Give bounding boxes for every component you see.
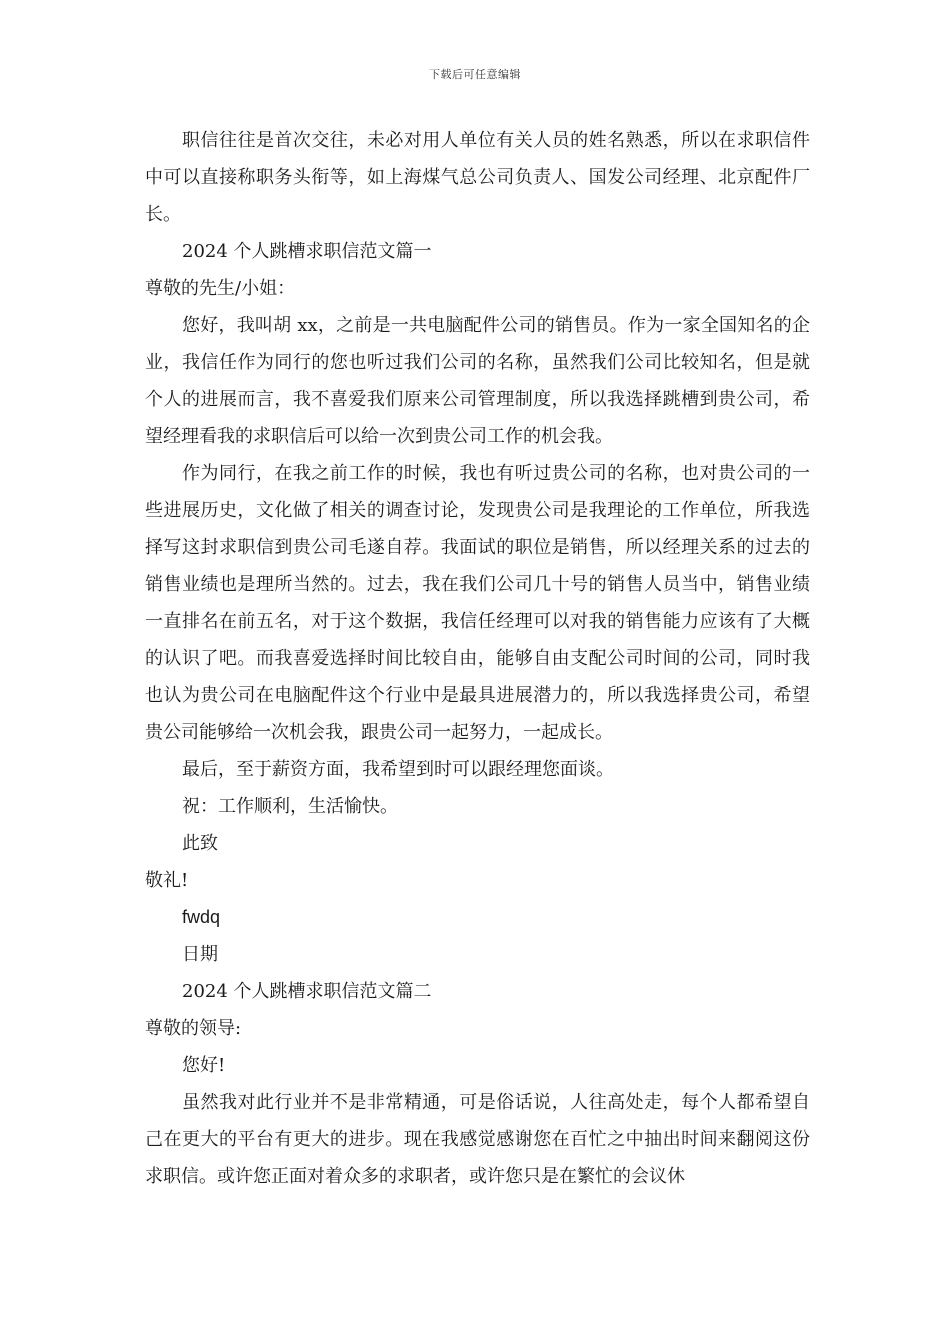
salutation-1: 尊敬的先生/小姐： (145, 278, 296, 299)
paragraph-intro: 职信往往是首次交往，未必对用人单位有关人员的姓名熟悉，所以在求职信件中可以直接称职务头衔等，如上海煤气总公司负责人、国发公司经理、北京配件厂长。 (145, 130, 810, 225)
page-header: 下载后可任意编辑 (429, 68, 521, 81)
paragraph-wishes: 祝：工作顺利，生活愉快。 (182, 796, 398, 817)
date-line: 日期 (182, 944, 218, 965)
paragraph-experience: 作为同行，在我之前工作的时候，我也有听过贵公司的名称，也对贵公司的一些进展历史，文化做了相关的调查讨论，发现贵公司是我理论的工作单位，所我选择写这封求职信到贵公司毛遂自荐。我面试的职位是销售，所以经理关系的过去的销售业绩也是理所当然的。过去，我在我们公司几十号的销售人员当中，销售业绩一直排名在前五名，对于这个数据，我信任经理可以对我的销售能力应该有了大概的认识了吧。而我喜爱选择时间比较自由，能够自由支配公司时间的公司，同时我也认为贵公司在电脑配件这个行业中是最具进展潜力的，所以我选择贵公司，希望贵公司能够给一次机会我，跟贵公司一起努力，一起成长。 (145, 463, 810, 743)
paragraph-motivation: 虽然我对此行业并不是非常精通，可是俗话说，人往高处走，每个人都希望自己在更大的平台有更大的进步。现在我感觉感谢您在百忙之中抽出时间来翻阅这份求职信。或许您正面对着众多的求职者，或许您只是在繁忙的会议休 (145, 1092, 810, 1187)
section-title-1: 2024 个人跳槽求职信范文篇一 (182, 241, 432, 262)
section-title-2: 2024 个人跳槽求职信范文篇二 (182, 981, 432, 1002)
document-body (145, 122, 810, 1195)
closing-line-2: 敬礼! (145, 870, 189, 891)
paragraph-self-intro: 您好，我叫胡 xx，之前是一共电脑配件公司的销售员。作为一家全国知名的企业，我信任作为同行的您也听过我们公司的名称，虽然我们公司比较知名，但是就个人的进展而言，我不喜爱我们原来公司管理制度，所以我选择跳槽到贵公司，希望经理看我的求职信后可以给一次到贵公司工作的机会我。 (145, 315, 810, 447)
salutation-2: 尊敬的领导: (145, 1018, 242, 1039)
paragraph-salary: 最后，至于薪资方面，我希望到时可以跟经理您面谈。 (182, 759, 614, 780)
signature: fwdq (182, 907, 221, 927)
greeting-2: 您好! (182, 1055, 226, 1076)
closing-line-1: 此致 (182, 833, 218, 854)
